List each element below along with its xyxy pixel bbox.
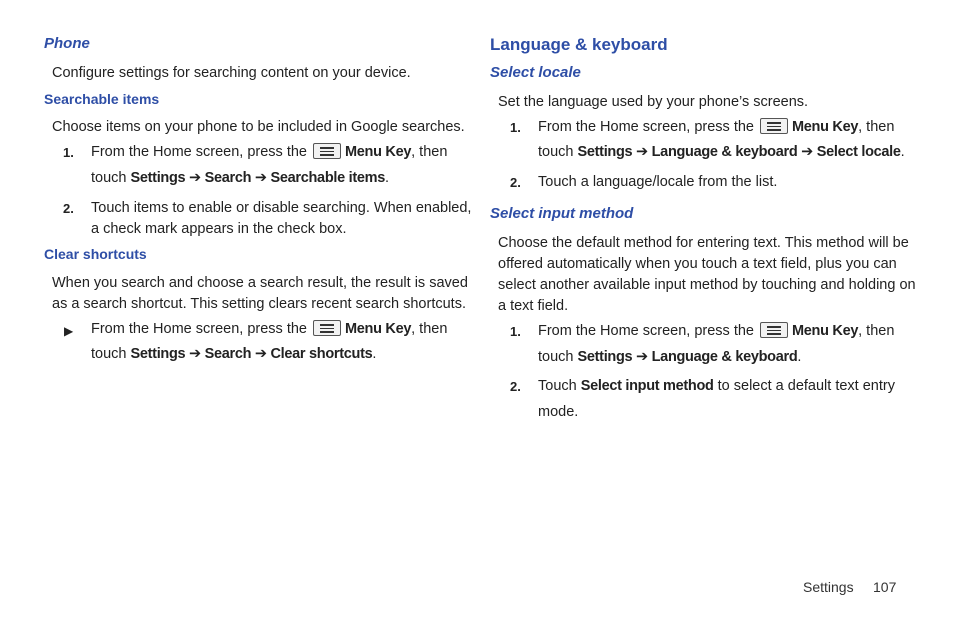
select-locale-heading: Select locale [490,64,581,81]
step-text [538,117,894,138]
menu-key-icon [760,322,788,338]
step-number: 2. [63,201,74,216]
path-end: . [384,170,390,186]
menu-key-label: Menu Key [345,144,412,160]
step-text: Touch items to enable or disable searching. When enabled, [91,200,472,216]
step-text-pre: From the Home screen, press the [91,321,307,337]
touch-label: Touch [538,378,577,394]
menu-key-icon [313,143,341,159]
step-text: a check mark appears in the check box. [91,221,347,237]
step-text [91,319,447,340]
step-text-post: , then [411,321,448,337]
menu-key-icon [313,320,341,336]
step-text [538,321,894,342]
settings-path: Settings ➔ Search ➔ Clear shortcuts [130,346,373,362]
step-text-post: to select a default text entry [717,378,895,394]
settings-path: Settings ➔ Search ➔ Searchable items [130,170,385,186]
select-input-method-label: Select input method [580,378,714,394]
touch-label: touch [538,144,574,160]
step-number: 1. [63,145,74,160]
path-end: . [372,346,377,362]
step-text-path [538,142,905,163]
footer-section-label: Settings [803,579,854,595]
menu-key-label: Menu Key [792,323,859,339]
step-text: Touch a language/locale from the list. [538,174,778,190]
input-method-description: Choose the default method for entering text. This method will be [498,235,909,251]
step-text [538,376,895,397]
clear-shortcuts-description: When you search and choose a search result, the result is saved [52,275,468,291]
step-text-path [91,344,376,365]
step-number: 1. [510,324,521,339]
step-text-pre: From the Home screen, press the [538,119,754,135]
phone-heading: Phone [44,35,90,52]
step-number: 2. [510,379,521,394]
path-end: . [900,144,905,160]
searchable-items-heading: Searchable items [44,91,160,107]
menu-key-icon [760,118,788,134]
step-text-post: , then [411,144,448,160]
step-text [91,142,447,163]
settings-path: Settings ➔ Language & keyboard ➔ Select locale [577,144,901,160]
step-text-path [538,347,801,368]
language-keyboard-heading: Language & keyboard [490,35,668,54]
settings-path: Settings ➔ Language & keyboard [577,349,798,365]
touch-label: touch [91,346,127,362]
select-locale-description: Set the language used by your phone’s screens. [498,94,809,110]
step-text-path [91,168,389,189]
step-text-pre: From the Home screen, press the [91,144,307,160]
page-number: 107 [873,579,897,595]
path-end: . [797,349,802,365]
menu-key-label: Menu Key [792,119,859,135]
step-text-post: , then [858,323,895,339]
step-number: 2. [510,175,521,190]
bullet-icon: ▶ [64,324,74,338]
menu-key-label: Menu Key [345,321,412,337]
input-method-description: select another available input method by touching and holding on [498,277,916,293]
touch-label: touch [538,349,574,365]
searchable-items-description: Choose items on your phone to be included in Google searches. [52,119,465,135]
step-text-post: , then [858,119,895,135]
step-text-pre: From the Home screen, press the [538,323,754,339]
select-input-method-heading: Select input method [490,205,634,222]
clear-shortcuts-heading: Clear shortcuts [44,246,147,262]
phone-description: Configure settings for searching content on your device. [52,65,411,81]
input-method-description: offered automatically when you touch a text field, plus you can [498,256,897,272]
clear-shortcuts-description: as a search shortcut. This setting clears recent search shortcuts. [52,296,466,312]
touch-label: touch [91,170,127,186]
step-number: 1. [510,120,521,135]
input-method-description: a text field. [498,298,569,314]
step-text: mode. [538,404,579,420]
